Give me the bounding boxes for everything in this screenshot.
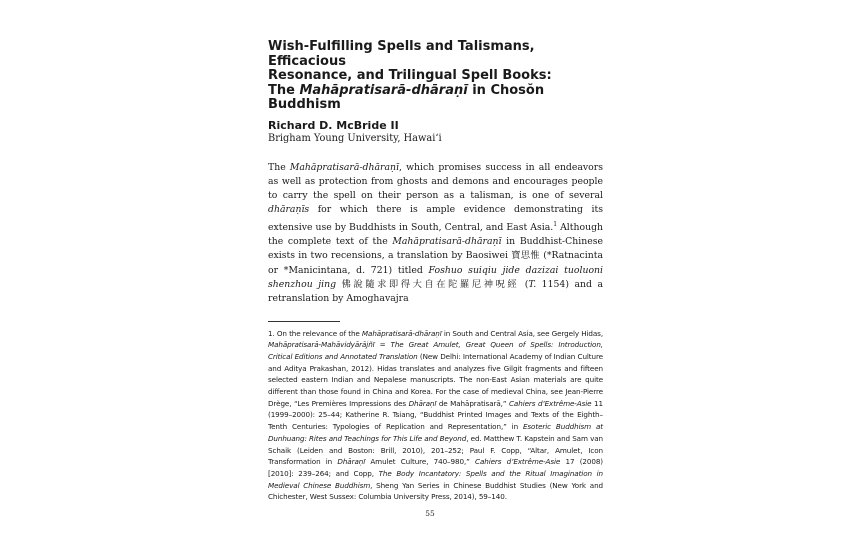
footnote-text: in South and Central Asia, see Gergely Hidas, [441,328,603,338]
footnote-text: 11 (1999–2000): 25–44; Katherine R. Tsiang, “Buddhist Printed Images and Texts of the Eighth–Tenth Centuries: Typologies of Replication and Representation,” in [268,398,603,432]
footnote-text: Amulet Culture, 740–980,” [365,457,476,467]
footnote-italic: Cahiers d’Extrême-Asie [475,457,561,467]
author-name: Richard D. McBride II [268,118,399,132]
footnote-text: , Sheng Yan Series in Chinese Buddhist Studies (New York and Chichester, West Sussex: Columbia University Press, 2014), 59–140. [268,480,603,502]
footnote-text: (New Delhi: International Academy of Indian Culture and Aditya Prakashan, 2012). Hidas translates and analyzes five Gilgit fragments and fifteen selected eastern Indian and Nepalese manuscripts. The non-East Asian materials are quite different than those found in China and Korea. For the case of medieval China, see Jean-Pierre Drège, “Les Premières Impressions des [268,351,603,408]
footnote-text: de Mahāpratisarā,” [436,398,510,408]
footnote-marker[interactable]: 1 [553,220,558,228]
body-italic: Mahāpratisarā-dhāraṇī [289,161,399,173]
body-italic: Foshuo suiqiu jide dazizai tuoluoni shenzhou jing [268,264,603,290]
title-line-2: Resonance, and Trilingual Spell Books: [268,68,552,83]
footnote-italic: Dhāraṇī [337,457,366,467]
title-line-3-suffix: in Chosŏn Buddhism [268,82,545,112]
body-text: , which promises success in all endeavors as well as protection from ghosts and demons and encourages people to carry the spell on their person as a talisman, is one of several [268,161,603,202]
body-text: 1154) and a retranslation by Amoghavajra [268,278,603,305]
footnote-italic: Mahāpratisarā-dhāraṇī [361,328,442,338]
footnote-text: 17 (2008) [2010]: 239–264; and Copp, [268,457,603,478]
footnote-italic: Esoteric Buddhism at Dunhuang: Rites and Teachings for This Life and Beyond [268,422,603,443]
body-italic: T. [528,278,537,290]
body-paragraph [268,161,603,307]
body-text: for which there is ample evidence demonstrating its extensive use by Buddhists in South, Central, and East Asia. [268,204,603,233]
body-text: The [268,161,290,173]
body-italic: Mahāpratisarā-dhāraṇī [392,236,502,248]
footnote-italic: The Body Incantatory: Spells and the Ritual Imagination in Medieval Chinese Buddhism [268,469,603,490]
footnote-text: 1. On the relevance of the [268,328,362,338]
body-text: Although the complete text of the [268,221,604,248]
title-line-3-italic: Mahāpratisarā-dhāraṇī [299,82,468,98]
footnote-text: , ed. Matthew T. Kapstein and Sam van Schaik (Leiden and Boston: Brill, 2010), 201–252; Paul F. Copp, “Altar, Amulet, Icon Transformation in [268,433,604,467]
footnote-italic: Dhāraṇī [408,398,437,408]
title-line-3-prefix: The [268,82,300,98]
footnote-1 [268,328,603,504]
article-title [268,40,603,113]
title-line-1: Wish-Fulfilling Spells and Talismans, Efficacious [268,39,535,69]
page-number: 55 [425,509,435,518]
article-page [268,40,603,510]
footnote-divider [268,321,340,322]
footnote-italic: Mahāpratisarā-Mahāvidyārājñī = The Great Amulet, Great Queen of Spells: Introduction, Critical Editions and Annotated Translation [268,340,603,361]
author-affiliation: Brigham Young University, Hawai‘i [268,132,442,144]
body-italic: dhāraṇīs [268,204,310,216]
footnote-italic: Cahiers d’Extrême-Asie [509,398,592,408]
body-text: in Buddhist-Chinese exists in two recensions, a translation by Baosiwei 寶思惟 (*Ratnacinta or *Manicintana, d. 721) titled [268,236,603,276]
body-text: 佛說隨求即得大自在陀羅尼神呪經 ( [336,278,529,290]
